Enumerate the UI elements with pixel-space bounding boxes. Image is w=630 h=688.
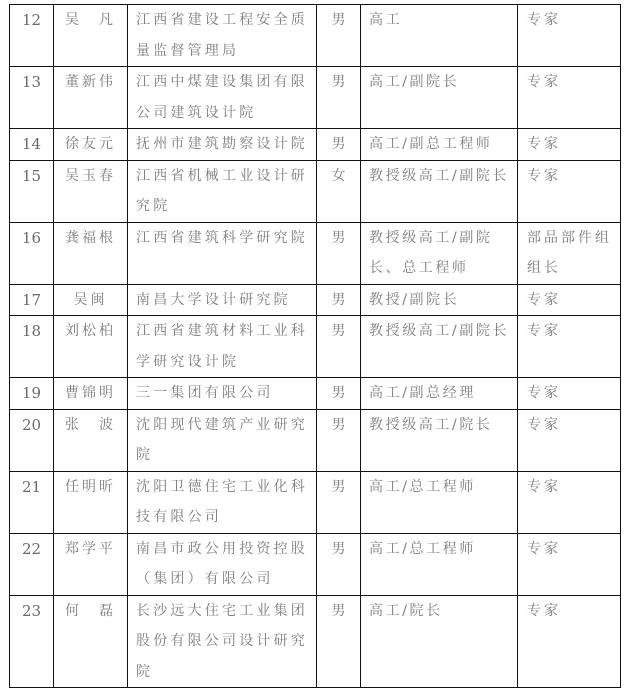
job-title: 教授级高工/副院长、总工程师	[361, 222, 518, 284]
organization: 江西省建筑科学研究院	[128, 222, 317, 284]
job-title: 教授级高工/副院长	[361, 160, 518, 222]
organization: 南昌市政公用投资控股（集团）有限公司	[128, 533, 317, 595]
gender: 男	[317, 5, 361, 67]
row-number: 17	[10, 284, 54, 316]
expert-name: 何 磊	[54, 595, 128, 688]
organization: 抚州市建筑勘察设计院	[128, 129, 317, 161]
row-number: 13	[10, 67, 54, 129]
row-number: 16	[10, 222, 54, 284]
job-title: 高工/副总工程师	[361, 129, 518, 161]
table-row	[10, 5, 621, 67]
organization: 长沙远大住宅工业集团股份有限公司设计研究院	[128, 595, 317, 688]
organization: 江西省机械工业设计研究院	[128, 160, 317, 222]
job-title: 高工/总工程师	[361, 533, 518, 595]
table-row	[10, 316, 621, 378]
job-title: 高工/副院长	[361, 67, 518, 129]
organization: 沈阳现代建筑产业研究院	[128, 409, 317, 471]
expert-name: 董新伟	[54, 67, 128, 129]
row-number: 22	[10, 533, 54, 595]
table-row	[10, 595, 621, 688]
table-row	[10, 533, 621, 595]
organization: 南昌大学设计研究院	[128, 284, 317, 316]
organization: 沈阳卫德住宅工业化科技有限公司	[128, 471, 317, 533]
committee-role: 专家	[518, 67, 621, 129]
table-row	[10, 471, 621, 533]
gender: 女	[317, 160, 361, 222]
gender: 男	[317, 67, 361, 129]
table-row	[10, 284, 621, 316]
row-number: 12	[10, 5, 54, 67]
committee-role: 专家	[518, 316, 621, 378]
gender: 男	[317, 378, 361, 410]
expert-name: 吴玉春	[54, 160, 128, 222]
gender: 男	[317, 533, 361, 595]
row-number: 18	[10, 316, 54, 378]
row-number: 20	[10, 409, 54, 471]
job-title: 教授/副院长	[361, 284, 518, 316]
expert-name: 徐友元	[54, 129, 128, 161]
committee-role: 专家	[518, 129, 621, 161]
gender: 男	[317, 471, 361, 533]
expert-list-table	[9, 4, 621, 688]
committee-role: 部品部件组组长	[518, 222, 621, 284]
gender: 男	[317, 284, 361, 316]
committee-role: 专家	[518, 595, 621, 688]
gender: 男	[317, 129, 361, 161]
organization: 江西中煤建设集团有限公司建筑设计院	[128, 67, 317, 129]
table-body	[10, 5, 621, 688]
job-title: 教授级高工/院长	[361, 409, 518, 471]
expert-name: 吴闽	[54, 284, 128, 316]
table-row	[10, 409, 621, 471]
expert-name: 郑学平	[54, 533, 128, 595]
committee-role: 专家	[518, 533, 621, 595]
table-row	[10, 67, 621, 129]
job-title: 高工	[361, 5, 518, 67]
job-title: 教授级高工/副院长	[361, 316, 518, 378]
committee-role: 专家	[518, 409, 621, 471]
job-title: 高工/总工程师	[361, 471, 518, 533]
expert-name: 曹锦明	[54, 378, 128, 410]
expert-name: 龚福根	[54, 222, 128, 284]
committee-role: 专家	[518, 378, 621, 410]
gender: 男	[317, 595, 361, 688]
gender: 男	[317, 222, 361, 284]
organization: 江西省建设工程安全质量监督管理局	[128, 5, 317, 67]
row-number: 23	[10, 595, 54, 688]
committee-role: 专家	[518, 471, 621, 533]
job-title: 高工/副总经理	[361, 378, 518, 410]
table-row	[10, 222, 621, 284]
organization: 江西省建筑材料工业科学研究设计院	[128, 316, 317, 378]
expert-name: 张 波	[54, 409, 128, 471]
gender: 男	[317, 409, 361, 471]
organization: 三一集团有限公司	[128, 378, 317, 410]
committee-role: 专家	[518, 5, 621, 67]
committee-role: 专家	[518, 160, 621, 222]
expert-name: 刘松柏	[54, 316, 128, 378]
row-number: 21	[10, 471, 54, 533]
table-row	[10, 378, 621, 410]
committee-role: 专家	[518, 284, 621, 316]
expert-name: 吴 凡	[54, 5, 128, 67]
expert-name: 任明昕	[54, 471, 128, 533]
row-number: 19	[10, 378, 54, 410]
row-number: 14	[10, 129, 54, 161]
row-number: 15	[10, 160, 54, 222]
table-row	[10, 129, 621, 161]
gender: 男	[317, 316, 361, 378]
table-row	[10, 160, 621, 222]
job-title: 高工/院长	[361, 595, 518, 688]
